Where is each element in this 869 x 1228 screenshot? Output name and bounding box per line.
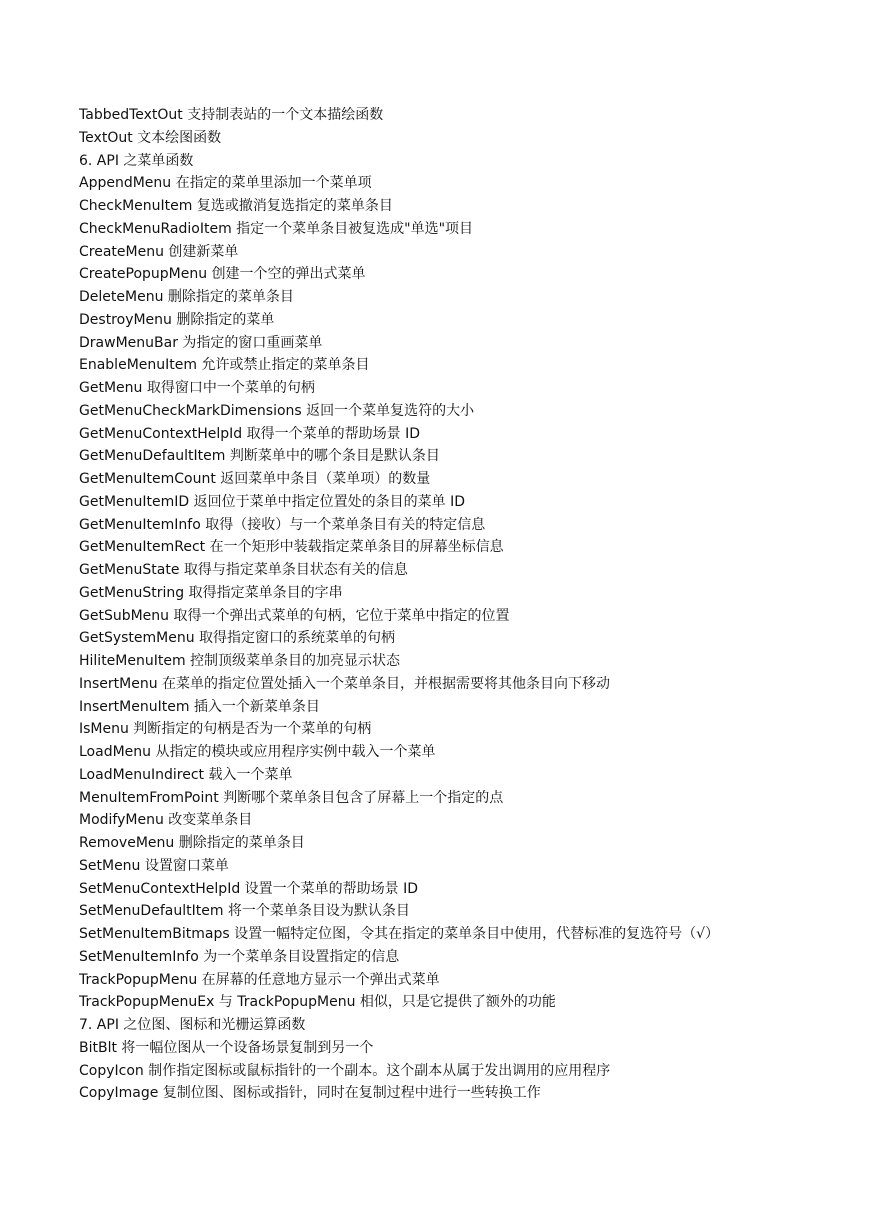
text-line: DrawMenuBar 为指定的窗口重画菜单 [79,334,323,351]
text-line: RemoveMenu 删除指定的菜单条目 [79,835,305,851]
text-line: SetMenuDefaultItem 将一个菜单条目设为默认条目 [79,903,410,920]
text-line: CreatePopupMenu 创建一个空的弹出式菜单 [79,266,366,283]
text-line: GetSystemMenu 取得指定窗口的系统菜单的句柄 [79,630,396,647]
text-line: GetMenuDefaultItem 判断菜单中的哪个条目是默认条目 [79,448,440,465]
text-line: IsMenu 判断指定的句柄是否为一个菜单的句柄 [79,721,372,738]
text-line: SetMenuItemInfo 为一个菜单条目设置指定的信息 [79,948,400,965]
text-line: CheckMenuItem 复选或撤消复选指定的菜单条目 [79,198,393,214]
text-line: GetMenuContextHelpId 取得一个菜单的帮助场景 ID [79,425,420,442]
text-line: TabbedTextOut 支持制表站的一个文本描绘函数 [79,107,384,123]
text-line: InsertMenu 在菜单的指定位置处插入一个菜单条目，并根据需要将其他条目向下移动 [79,675,611,692]
text-line: DestroyMenu 删除指定的菜单 [79,311,275,328]
text-line: GetMenuString 取得指定菜单条目的字串 [79,584,343,601]
text-line: AppendMenu 在指定的菜单里添加一个菜单项 [79,175,372,192]
text-line: CopyIcon 制作指定图标或鼠标指针的一个副本。这个副本从属于发出调用的应用程序 [79,1062,611,1079]
text-line: CheckMenuRadioItem 指定一个菜单条目被复选成"单选"项目 [79,220,474,237]
text-line: BitBlt 将一幅位图从一个设备场景复制到另一个 [79,1039,374,1056]
text-line: GetMenuCheckMarkDimensions 返回一个菜单复选符的大小 [79,402,475,419]
text-line: MenuItemFromPoint 判断哪个菜单条目包含了屏幕上一个指定的点 [79,789,504,806]
text-line: SetMenuContextHelpId 设置一个菜单的帮助场景 ID [79,880,419,897]
text-line: InsertMenuItem 插入一个新菜单条目 [79,698,320,715]
text-line: CopyImage 复制位图、图标或指针，同时在复制过程中进行一些转换工作 [79,1085,541,1102]
text-line: TextOut 文本绘图函数 [79,129,222,146]
text-line: TrackPopupMenuEx 与 TrackPopupMenu 相似，只是它提供了额外的功能 [79,994,556,1011]
text-line: LoadMenu 从指定的模块或应用程序实例中载入一个菜单 [79,744,436,760]
document-body [79,104,859,1105]
text-line: LoadMenuIndirect 载入一个菜单 [79,766,293,783]
text-line: SetMenuItemBitmaps 设置一幅特定位图，令其在指定的菜单条目中使用，代替标准的复选符号（√） [79,926,720,942]
text-line: GetMenu 取得窗口中一个菜单的句柄 [79,380,315,396]
text-line: ModifyMenu 改变菜单条目 [79,812,253,829]
text-line: SetMenu 设置窗口菜单 [79,857,229,874]
section-heading: 6. API 之菜单函数 [79,152,194,169]
text-line: GetMenuItemRect 在一个矩形中装载指定菜单条目的屏幕坐标信息 [79,539,504,556]
text-line: GetMenuState 取得与指定菜单条目状态有关的信息 [79,562,408,578]
text-line: GetSubMenu 取得一个弹出式菜单的句柄，它位于菜单中指定的位置 [79,607,510,624]
text-line: GetMenuItemID 返回位于菜单中指定位置处的条目的菜单 ID [79,493,465,510]
text-line: GetMenuItemCount 返回菜单中条目（菜单项）的数量 [79,471,431,487]
text-line: DeleteMenu 删除指定的菜单条目 [79,289,294,305]
text-line: HiliteMenuItem 控制顶级菜单条目的加亮显示状态 [79,653,401,669]
text-line: CreateMenu 创建新菜单 [79,243,239,260]
text-line: EnableMenuItem 允许或禁止指定的菜单条目 [79,357,370,374]
text-line: TrackPopupMenu 在屏幕的任意地方显示一个弹出式菜单 [79,971,440,988]
text-line: GetMenuItemInfo 取得（接收）与一个菜单条目有关的特定信息 [79,516,486,533]
section-heading: 7. API 之位图、图标和光栅运算函数 [79,1017,306,1033]
